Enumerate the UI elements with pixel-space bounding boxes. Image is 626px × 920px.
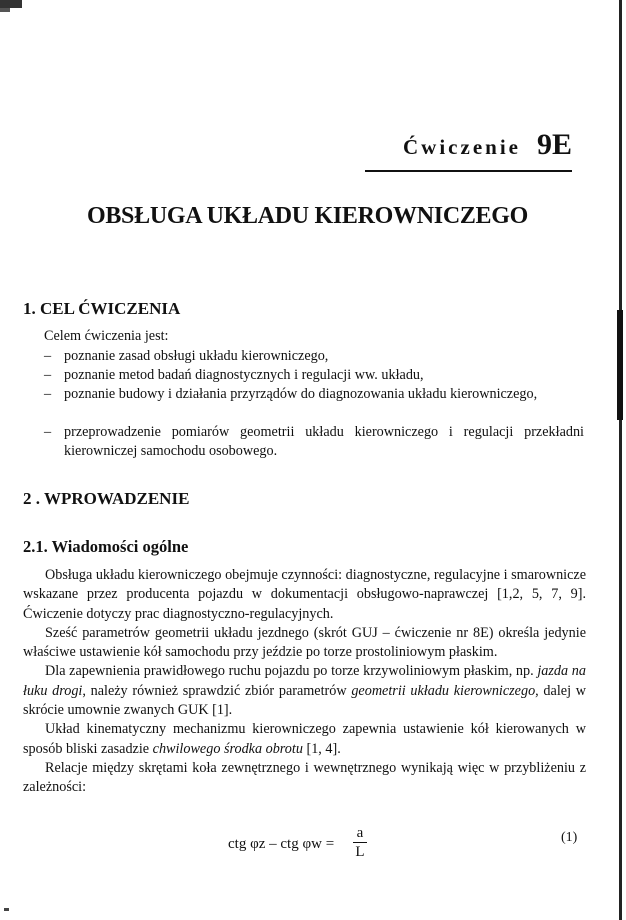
formula-denominator: L: [355, 844, 365, 860]
section-1-intro: Celem ćwiczenia jest:: [44, 328, 169, 344]
formula-numerator: a: [356, 825, 364, 841]
equation-number: (1): [561, 830, 578, 845]
scan-artifact: [4, 908, 9, 911]
subsection-heading: 2.1. Wiadomości ogólne: [23, 537, 189, 556]
list-item: – przeprowadzenie pomiarów geometrii układu kierowniczego i regulacji przekładni kierowniczej samochodu osobowego.: [44, 424, 584, 459]
exercise-word: Ćwiczenie: [403, 135, 521, 159]
fraction-bar: [353, 842, 367, 843]
list-item: – poznanie budowy i działania przyrządów do diagnozowania układu kierowniczego,: [44, 386, 538, 402]
page-edge-mark: [617, 310, 623, 420]
exercise-heading: [362, 128, 572, 162]
list-item: – poznanie metod badań diagnostycznych i regulacji ww. układu,: [44, 367, 424, 383]
exercise-rule: [365, 170, 572, 172]
section-2-body: [23, 566, 586, 798]
paragraph: Dla zapewnienia prawidłowego ruchu pojazdu po torze krzywoliniowym płaskim, np. jazda na łuku drogi, należy również sprawdzić zbiór parametrów geometrii układu kierowniczego, dalej w skrócie umownie zwanych GUK [1].: [23, 663, 586, 719]
formula-fraction: [353, 825, 367, 860]
formula-lhs: ctg φz – ctg φw =: [228, 836, 335, 852]
exercise-number: 9E: [536, 128, 572, 161]
section-2-heading: 2 . WPROWADZENIE: [23, 489, 190, 508]
list-item: – poznanie zasad obsługi układu kierowniczego,: [44, 348, 329, 364]
document-title: OBSŁUGA UKŁADU KIEROWNICZEGO: [86, 203, 528, 229]
paragraph: Relacje między skrętami koła zewnętrznego i wewnętrznego wynikają więc w przybliżeniu z zależności:: [23, 759, 586, 796]
paragraph: Sześć parametrów geometrii układu jezdnego (skrót GUJ – ćwiczenie nr 8E) określa jedynie właściwe ustawienie kół samochodu przy jeździe po torze prostoliniowym płaskim.: [23, 624, 586, 661]
page-edge-line: [619, 0, 622, 920]
scan-artifact: [0, 0, 22, 8]
scan-artifact: [0, 8, 10, 12]
paragraph: Obsługa układu kierowniczego obejmuje czynności: diagnostyczne, regulacyjne i smarownicze wskazane przez producenta pojazdu w dokumentacji obsługowo-naprawczej [1,2, 5, 7, 9]. Ćwiczenie dotyczy prac diagnostyczno-regulacyjnych.: [23, 567, 586, 622]
paragraph: Układ kinematyczny mechanizmu kierowniczego zapewnia ustawienie kół kierowanych w sposób bliski zasadzie chwilowego środka obrotu [1, 4].: [23, 721, 586, 757]
section-1-heading: 1. CEL ĆWICZENIA: [23, 299, 181, 318]
